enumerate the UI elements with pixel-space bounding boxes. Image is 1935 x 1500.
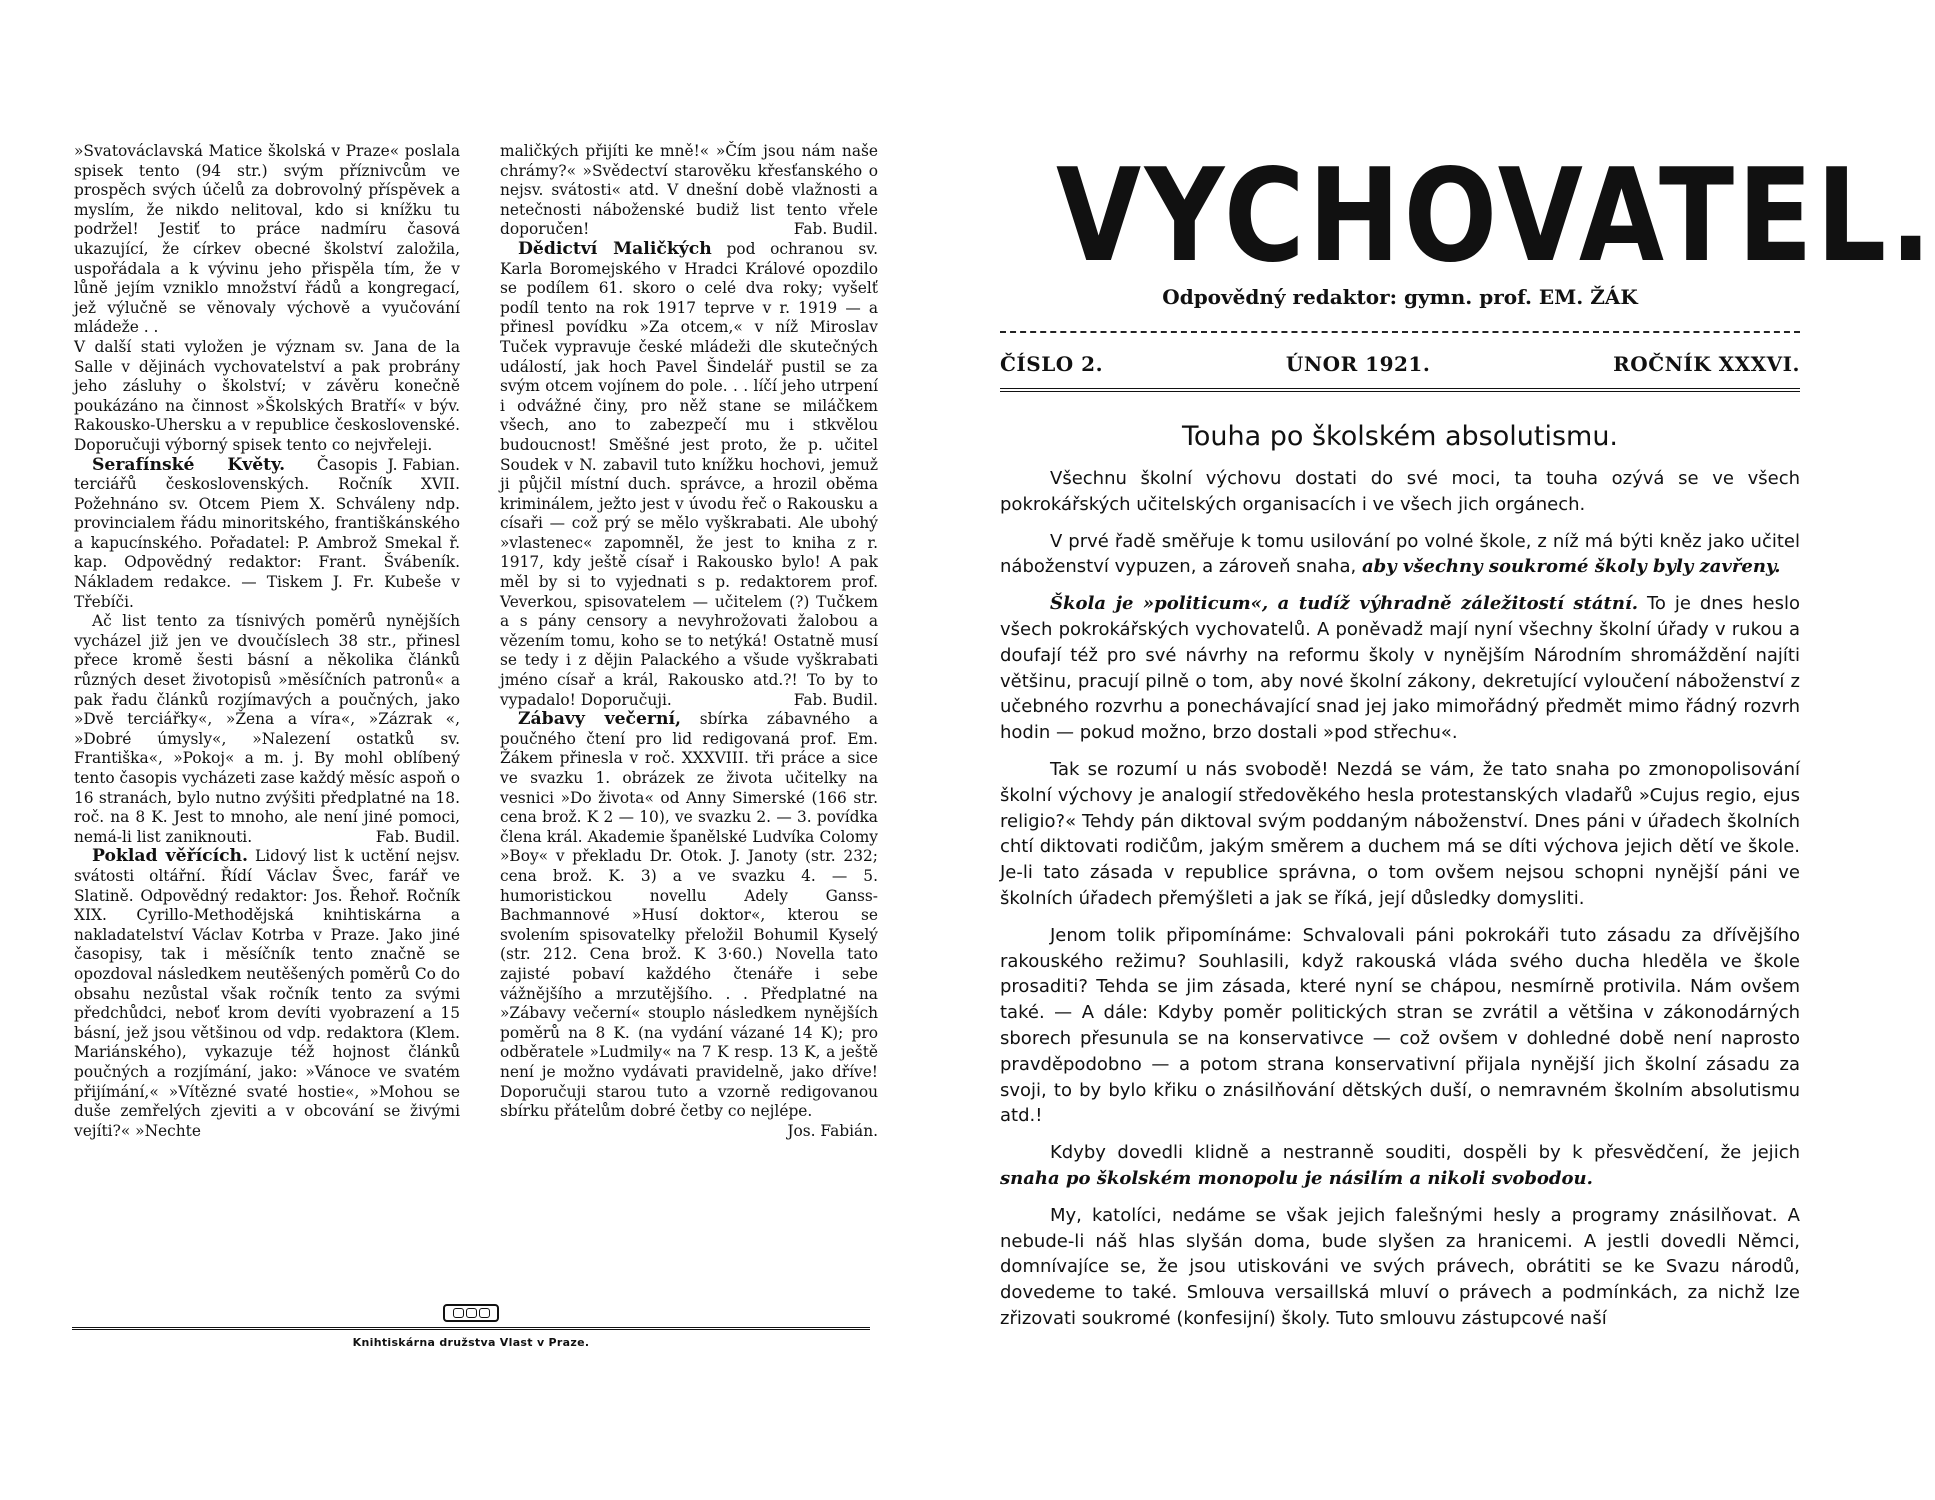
review-paragraph: Serafínské Květy. Časopis terciářů československých. Ročník XVII. Požehnáno sv. Otcem Piem X. Schváleny ndp. provincialem řádu minoritského, františkánského a kapucínského. Pořadatel: P. Ambrož Smekal ř. kap. Odpovědný redaktor: Frant. Švábeník. Nákladem redakce. — Tiskem J. Fr. Kubeše v Třebíči. xyxy=(74,454,460,611)
issue-volume: ROČNÍK XXXVI. xyxy=(1613,352,1800,376)
left-page xyxy=(0,0,880,1500)
article-body xyxy=(1000,466,1800,1343)
signature: J. Fabian. xyxy=(387,455,460,474)
printer-imprint: Knihtiskárna družstva Vlast v Praze. xyxy=(352,1336,590,1349)
review-heading: Dědictví Maličkých xyxy=(518,238,712,259)
signature: Jos. Fabián. xyxy=(787,1121,878,1140)
end-ornament-icon xyxy=(443,1304,499,1322)
left-column-2 xyxy=(500,142,878,1141)
signature: Fab. Budil. xyxy=(793,690,878,709)
article-paragraph: Kdyby dovedli klidně a nestranně souditi, dospěli by k přesvědčení, že jejich snaha po školském monopolu je násilím a nikoli svobodou. xyxy=(1000,1142,1800,1189)
issue-date: ÚNOR 1921. xyxy=(1285,352,1431,376)
issue-info xyxy=(1000,352,1800,376)
review-paragraph: Ač list tento za tísnivých poměrů nynějších vycházel již jen ve dvoučíslech 38 str., přinesl přece kromě šesti básní a několika článků různých deset životopisů »měsíčních patronů« a pak řadu článků rozjímavých a poučných, jako »Dvě terciářky«, »Žena a víra«, »Zázrak «, »Dobré úmysly«, »Nalezení ostatků sv. Františka«, »Pokoj« a m. j. By mohl oblíbený tento časopis vycházeti zase každý měsíc aspoň o 16 stranách, bylo nutno zvýšiti předplatné na 18. roč. na 8 K. Jest to mnoho, ale není jiné pomoci, nemá-li list zaniknouti. Fab. Budil. xyxy=(74,612,460,846)
masthead-title: VYCHOVATEL. xyxy=(1056,142,1935,291)
article-title: Touha po školském absolutismu. xyxy=(1181,421,1619,452)
issue-rule xyxy=(1000,388,1800,392)
right-page xyxy=(960,0,1935,1500)
review-paragraph: Dědictví Maličkých pod ochranou sv. Karla Boromejského v Hradci Králové opozdilo se podílem 61. skoro o celé dva roky; vyšelť podíl tento na rok 1917 teprve v r. 1919 — a přinesl povídku »Za otcem,« v níž Miroslav Tuček vypravuje české mládeži dle skutečných událostí, jak hoch Pavel Šindelář pustil se za svým otcem vojínem do pole. . . líčí jeho utrpení i odvážné činy, pro něž stane se miláčkem všech, ano to zabezpečí mu i stkvělou budoucnost! Směšné jest proto, že p. učitel Soudek v N. zabavil tuto knížku hochovi, jemuž ji půjčil místní duch. správce, a hrozil oběma kriminálem, ježto jest v úvodu řeč o Rakousku a císaři — což prý se mělo vyškrabati. Ale ubohý »vlastenec« zapomněl, že jest to kniha z r. 1917, kdy ještě císař i Rakousko bylo! A pak měl by si to vyjednati s p. redaktorem prof. Veverkou, spisovatelem — učitelem (?) Tučkem a s pány censory a nevyhrožovati žalobou a vězením tomu, koho se to netýká! Ostatně musí se tedy i z dějin Palackého a všude vyškrabati jméno císař a král, Rakousko atd.?! To by to vypadalo! Doporučuji. Fab. Budil. xyxy=(500,238,878,709)
bottom-rule xyxy=(72,1327,870,1330)
signature: Fab. Budil. xyxy=(375,827,460,846)
signature: Fab. Budil. xyxy=(793,220,878,239)
review-paragraph: Zábavy večerní, sbírka zábavného a poučného čtení pro lid redigovaná prof. Em. Žákem přinesla v roč. XXXVIII. tři práce a sice ve svazku 1. obrázek ze života učitelky na vesnici »Do života« od Anny Simerské (166 str. cena brož. K 2 — 10), ve svazku 2. — 3. povídka člena král. Akademie španělské Ludvíka Colomy »Boy« v překladu Dr. Otok. J. Janoty (str. 232; cena brož. K. 3) a ve svazku 4. — 5. humoristickou novellu Adely Ganss-Bachmannové »Husí doktor«, kterou se svolením spisovatelky přeložil Bohumil Kyselý (str. 212. Cena brož. K 3·60.) Novella tato zajisté pobaví každého čtenáře i sebe vážnějšího a mrzutějšího. . . Předplatné na »Zábavy večerní« stouplo následkem nynějších poměrů na 8 K. (na vydání vázané 14 K); pro odběratele »Ludmily« na 7 K resp. 13 K, a ještě není je možno vydávati pravidelně, jako dříve! Doporučuji starou tuto a vzorně redigovanou sbírku přátelům dobré četby co nejlépe. Jos. Fabián. xyxy=(500,709,879,1140)
article-paragraph: Škola je »politicum«, a tudíž výhradně záležitostí státní. To je dnes heslo všech pokrokářských vychovatelů. A poněvadž mají nyní všechny školní úřady v rukou a doufají též pro své návrhy na reformu školy v nynějším Národním shromáždění najíti většinu, pracují pilně o tom, aby nové školní zákony, dekretující vyloučení náboženství z učebného rozvrhu a ponechávající snad jej jako mimořádný předmět mimo řádný rozvrh hodin — pokud možno, brzo dostali »pod střechu«. xyxy=(1000,593,1800,744)
masthead-rule xyxy=(1000,331,1800,333)
review-paragraph: »Svatováclavská Matice školská v Praze« poslala spisek tento (94 str.) svým příznivcům ve prospěch svých účelů za dobrovolný příspěvek a myslím, že nikdo nelitoval, kdo si knížku tu podržel! Jestiť to práce nadmíru časová ukazující, že církev obecné školství založila, uspořádala a k vývinu jeho přispěla tím, že v lůně jejím vzniklo množství řádů a kongregací, jež výlučně se věnovaly výchově a vyučování mládeže . . xyxy=(74,142,460,337)
emphasis: aby všechny soukromé školy byly zavřeny. xyxy=(1361,556,1781,578)
review-paragraph: maličkých přijíti ke mně!« »Čím jsou nám naše chrámy?« »Svědectví starověku křesťanského o nejsv. svátosti« atd. V dnešní době vlažnosti a netečnosti náboženské budiž list tento vřele doporučen! Fab. Budil. xyxy=(500,142,878,239)
review-paragraph: V další stati vyložen je význam sv. Jana de la Salle v dějinách vychovatelství a pak probrány jeho zásluhy o školství; v závěru konečně poukázáno na činnost »Školských Bratří« v býv. Rakousko-Uhersku a v republice československé. Doporučuji výborný spisek tento co nejvřeleji. J. Fabian. xyxy=(74,337,460,474)
left-column-1 xyxy=(74,142,460,1141)
review-paragraph: Poklad věřících. Lidový list k uctění nejsv. svátosti oltářní. Řídí Václav Švec, farář ve Slatině. Odpovědný redaktor: Jos. Řehoř. Ročník XIX. Cyrillo-Methodějská knihtiskárna a nakladatelství Václav Kotrba v Praze. Jako jiné časopisy, tak i měsíčník tento značně se opozdoval následkem neutěšených poměrů Co do obsahu nezůstal však ročník tento za svými předchůdci, neboť krom devíti vyobrazení a 15 básní, jež jsou většinou od vdp. redaktora (Klem. Mariánského), vykazuje též hojnost článků poučných a rozjímání, jako: »Vánoce ve svatém přijímání,« »Vítězné svaté hostie«, »Mohou se duše zemřelých zjeviti a v obcování se živými vejíti?« »Nechte xyxy=(74,846,460,1140)
review-heading: Poklad věřících. xyxy=(92,846,249,867)
article-paragraph: Tak se rozumí u nás svobodě! Nezdá se vám, že tato snaha po zmonopolisování školní výchovy je analogií středověkého hesla protestanských vladařů »Cujus regio, ejus religio?« Tehdy pán diktoval svým poddaným náboženství. Dnes páni v úřadech školních chtí diktovati rodičům, jakým směrem a duchem má se díti výchova jejich dětí ve škole. Je-li tato zásada v republice správna, o tom ovšem nejsou schopni nynější páni ve školních úřadech přemýšleti a jak se říká, její důsledky domysliti. xyxy=(1000,758,1800,909)
article-paragraph: Všechnu školní výchovu dostati do své moci, ta touha ozývá se ve všech pokrokářských učitelských organisacích i ve všech jich orgánech. xyxy=(1000,468,1800,515)
article-paragraph: Jenom tolik připomínáme: Schvalovali páni pokrokáři tuto zásadu za dřívějšího rakouského režimu? Souhlasili, když rakouská vláda svého ducha hleděla ve škole prosaditi? Tehda se jim zásada, které nyní se chápou, nesmírně protivila. Nám ovšem také. — A dále: Kdyby poměr politických stran se zvrátil a většina v zákonodárných sborech přesunula se na konservativce — což ovšem v dohledné době není naprosto pravděpodobno — a potom strana konservativní přijala nynější jich školní zásadu za svoji, to by bylo křiku o znásilňování dětských duší, o nemravném školním absolutismu atd.! xyxy=(1000,924,1800,1127)
article-paragraph: My, katolíci, nedáme se však jejich falešnými hesly a programy znásilňovat. A nebude-li náš hlas slyšán doma, bude slyšen za hranicemi. A jestli dovedli Němci, domnívajíce se, že jsou utiskováni ve svých právech, obrátiti se ke Svazu národů, dovedeme to také. Smlouva versaillská mluví o právech a podmínkách, za nichž lze zřizovati soukromé (konfesijní) školy. Tuto smlouvu zástupcové naší xyxy=(1000,1204,1800,1329)
editor-line: Odpovědný redaktor: gymn. prof. EM. ŽÁK xyxy=(1162,285,1638,309)
review-heading: Serafínské Květy. xyxy=(92,454,286,475)
issue-number: ČÍSLO 2. xyxy=(1000,352,1104,376)
article-paragraph: V prvé řadě směřuje k tomu usilování po volné škole, z níž má býti kněz jako učitel náboženství vypuzen, a zároveň snaha, aby všechny soukromé školy byly zavřeny. xyxy=(1000,530,1800,578)
review-heading: Zábavy večerní, xyxy=(518,709,681,730)
emphasis: snaha po školském monopolu je násilím a nikoli svobodou. xyxy=(1000,1167,1593,1189)
emphasis: Škola je »politicum«, a tudíž výhradně záležitostí státní. xyxy=(1050,593,1639,615)
